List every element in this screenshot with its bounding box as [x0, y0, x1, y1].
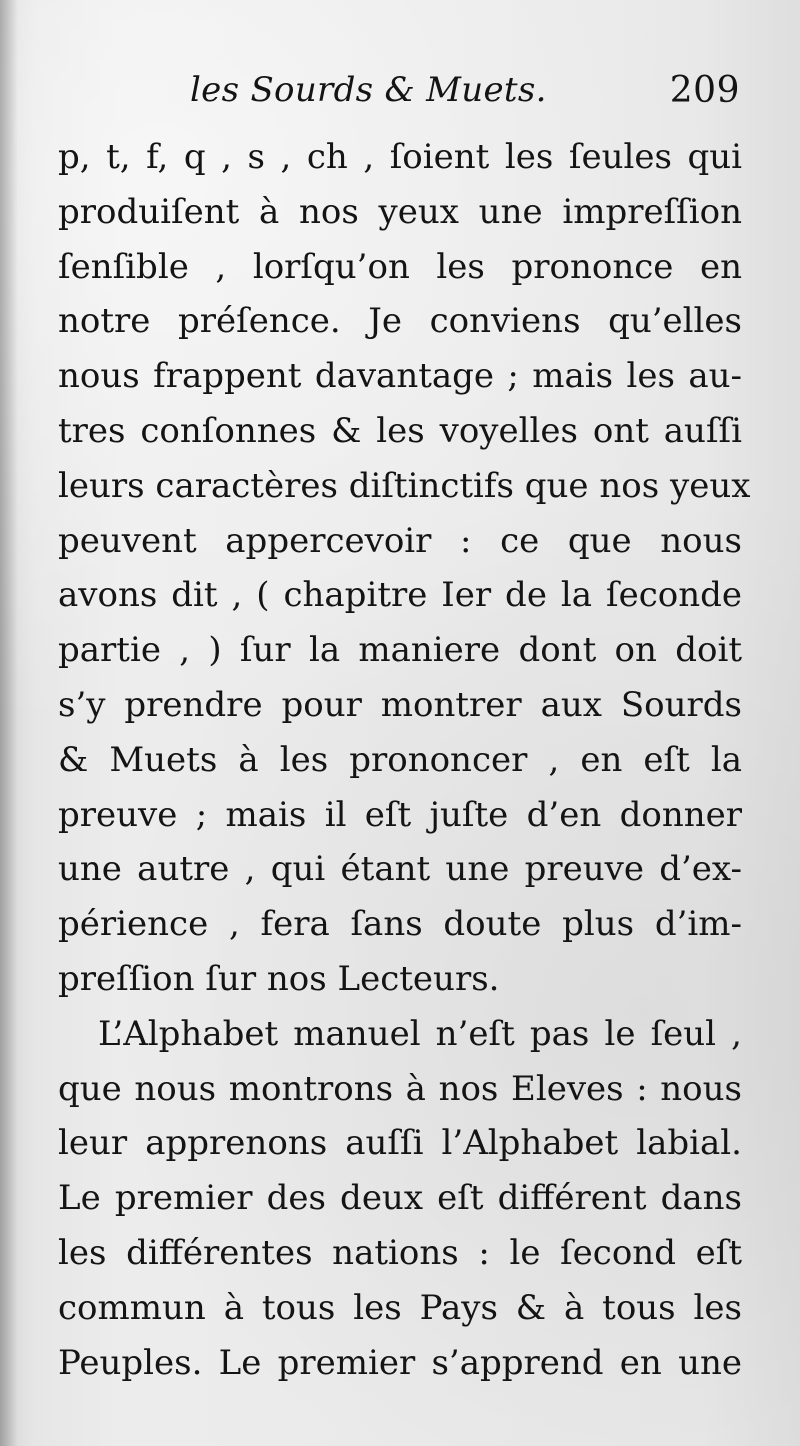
text-line: une autre , qui étant une preuve d’ex- — [58, 849, 742, 890]
text-line: Le premier des deux eſt différent dans — [58, 1178, 742, 1219]
text-line: p, t, f, q , s , ch , ſoient les ſeules qui — [58, 137, 742, 177]
text-line: Peuples. Le premier s’apprend en une — [58, 1342, 742, 1383]
text-line: leur apprenons auſſi l’Alphabet labial. — [58, 1123, 742, 1164]
text-line: avons dit , ( chapitre Ier de la ſeconde — [58, 575, 742, 616]
text-line: leurs caractères diſtinctifs que nos yeux — [58, 465, 751, 506]
text-line: produiſent à nos yeux une impreſſion — [58, 191, 742, 232]
running-title: les Sourds & Muets. — [190, 70, 547, 110]
text-line: commun à tous les Pays & à tous les — [58, 1287, 742, 1328]
text-line: ſenſible , lorſqu’on les prononce en — [58, 246, 742, 287]
page-number: 209 — [669, 70, 740, 111]
text-line: L’Alphabet manuel n’eſt pas le ſeul , — [98, 1013, 742, 1054]
text-line: tres conſonnes & les voyelles ont auſſi — [58, 410, 742, 451]
text-line: partie , ) ſur la maniere dont on doit — [58, 630, 742, 671]
text-line: preſſion ſur nos Lecteurs. — [58, 958, 500, 999]
text-line: s’y prendre pour montrer aux Sourds — [58, 684, 742, 725]
text-line: nous frappent davantage ; mais les au- — [58, 356, 742, 397]
text-line: preuve ; mais il eſt juſte d’en donner — [58, 794, 742, 835]
text-line: périence , fera ſans doute plus d’im- — [58, 904, 742, 945]
text-line: & Muets à les prononcer , en eſt la — [58, 739, 742, 780]
text-line: peuvent appercevoir : ce que nous — [58, 520, 742, 561]
text-line: notre préſence. Je conviens qu’elles — [58, 301, 742, 342]
body-text — [58, 130, 751, 1390]
text-line: que nous montrons à nos Eleves : nous — [58, 1068, 742, 1109]
text-line: les différentes nations : le ſecond eſt — [58, 1232, 742, 1273]
gutter-shadow — [0, 0, 18, 1446]
running-head — [190, 64, 740, 124]
